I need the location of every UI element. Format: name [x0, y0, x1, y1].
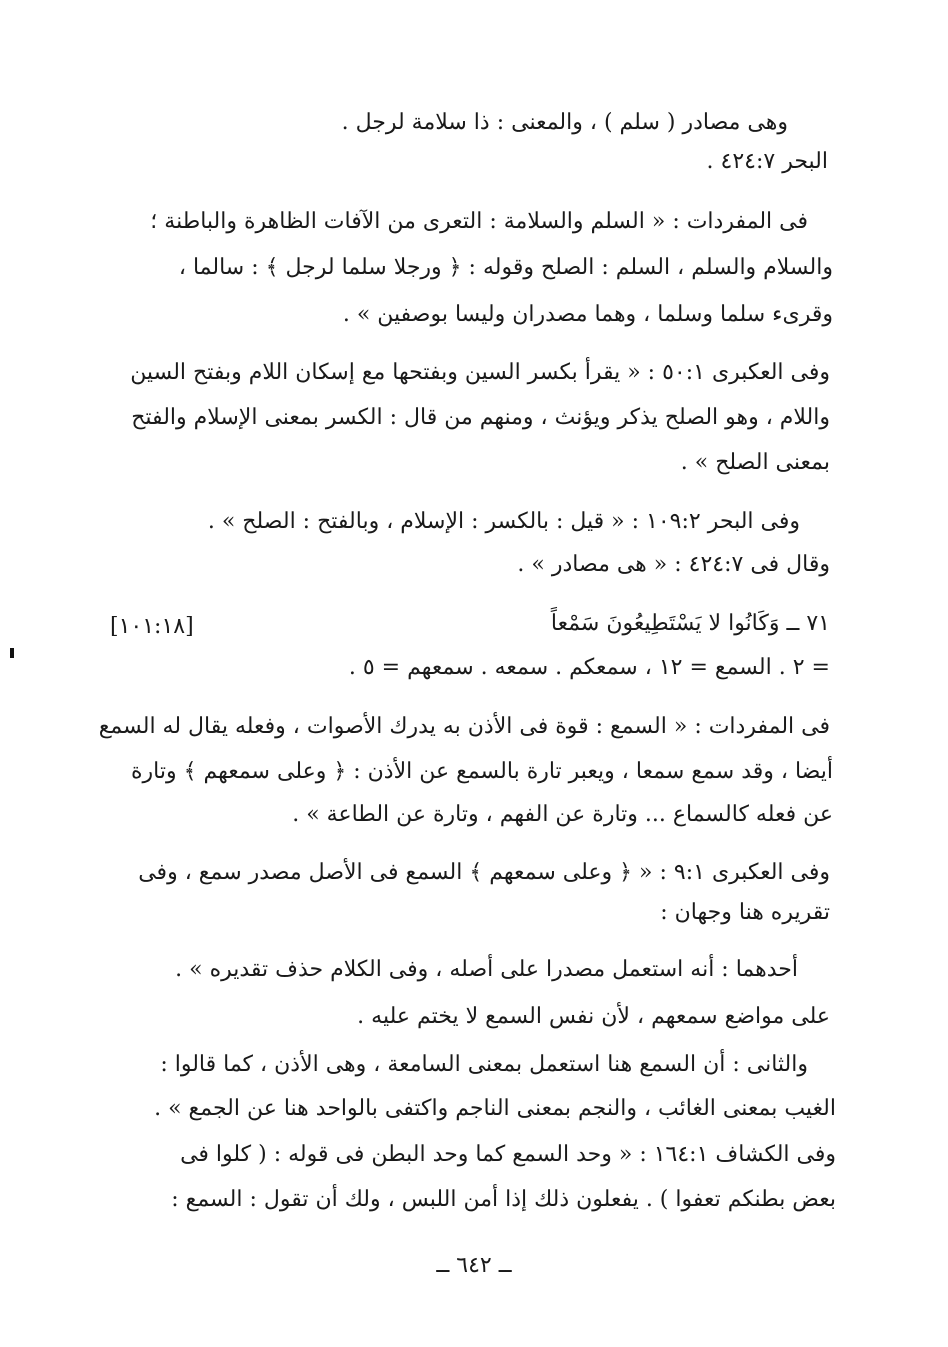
text-line-2: البحر ٤٢٤:٧ .: [706, 149, 828, 174]
text-line-1: وهى مصادر ( سلم ) ، والمعنى : ذا سلامة لرجل .: [341, 110, 788, 135]
text-line-17: تقريره هنا وجهان :: [660, 900, 830, 925]
text-line-20: والثانى : أن السمع هنا استعمل بمعنى السامعة ، وهى الأذن ، كما قالوا :: [160, 1052, 808, 1077]
text-line-13: فى المفردات : « السمع : قوة فى الأذن به يدرك الأصوات ، وفعله يقال له السمع: [98, 714, 830, 739]
text-line-19: على مواضع سمعهم ، لأن نفس السمع لا يختم عليه .: [357, 1004, 830, 1029]
text-line-3: فى المفردات : « السلم والسلامة : التعرى من الآفات الظاهرة والباطنة ؛: [150, 209, 808, 234]
text-line-15: عن فعله كالسماع ... وتارة عن الفهم ، وتارة عن الطاعة » .: [292, 802, 833, 827]
text-line-7: واللام ، وهو الصلح يذكر ويؤنث ، ومنهم من قال : الكسر بمعنى الإسلام والفتح: [131, 405, 830, 430]
verse-line: ٧١ ــ وَكَانُوا لا يَسْتَطِيعُونَ سَمْعاً: [550, 611, 830, 636]
verse-reference: [١٠١:١٨]: [110, 614, 194, 639]
text-line-22: وفى الكشاف ١٦٤:١ : « وحد السمع كما وحد البطن فى قوله : ( كلوا فى: [180, 1142, 836, 1167]
text-line-12: = ٢ . السمع = ١٢ ، سمعكم . سمعه . سمعهم = ٥ .: [348, 655, 830, 680]
text-line-14: أيضا ، وقد سمع سمعا ، ويعبر تارة بالسمع عن الأذن : ﴿ وعلى سمعهم ﴾ وتارة: [130, 759, 833, 784]
text-line-18: أحدهما : أنه استعمل مصدرا على أصله ، وفى الكلام حذف تقديره » .: [175, 957, 798, 982]
text-line-6: وفى العكبرى ٥٠:١ : « يقرأ بكسر السين وبفتحها مع إسكان اللام وبفتح السين: [130, 360, 830, 385]
text-line-23: بعض بطنكم تعفوا ) . يفعلون ذلك إذا أمن اللبس ، ولك أن تقول : السمع :: [171, 1187, 836, 1212]
text-line-21: الغيب بمعنى الغائب ، والنجم بمعنى الناجم واكتفى بالواحد هنا عن الجمع » .: [154, 1096, 836, 1121]
text-line-9: وفى البحر ١٠٩:٢ : « قيل : بالكسر : الإسلام ، وبالفتح : الصلح » .: [207, 509, 800, 534]
text-line-4: والسلام والسلم ، السلم : الصلح وقوله : ﴿ ورجلا سلما لرجل ﴾ : سالما ،: [178, 255, 833, 280]
margin-mark: [10, 648, 14, 658]
text-line-5: وقرىء سلما وسلما ، وهما مصدران وليسا بوصفين » .: [342, 302, 833, 327]
page-number: ــ ٦٤٢ ــ: [436, 1253, 512, 1278]
text-line-10: وقال فى ٤٢٤:٧ : « هى مصادر » .: [517, 552, 830, 577]
text-line-16: وفى العكبرى ٩:١ : « ﴿ وعلى سمعهم ﴾ السمع فى الأصل مصدر سمع ، وفى: [138, 860, 830, 885]
text-line-8: بمعنى الصلح » .: [680, 450, 830, 475]
